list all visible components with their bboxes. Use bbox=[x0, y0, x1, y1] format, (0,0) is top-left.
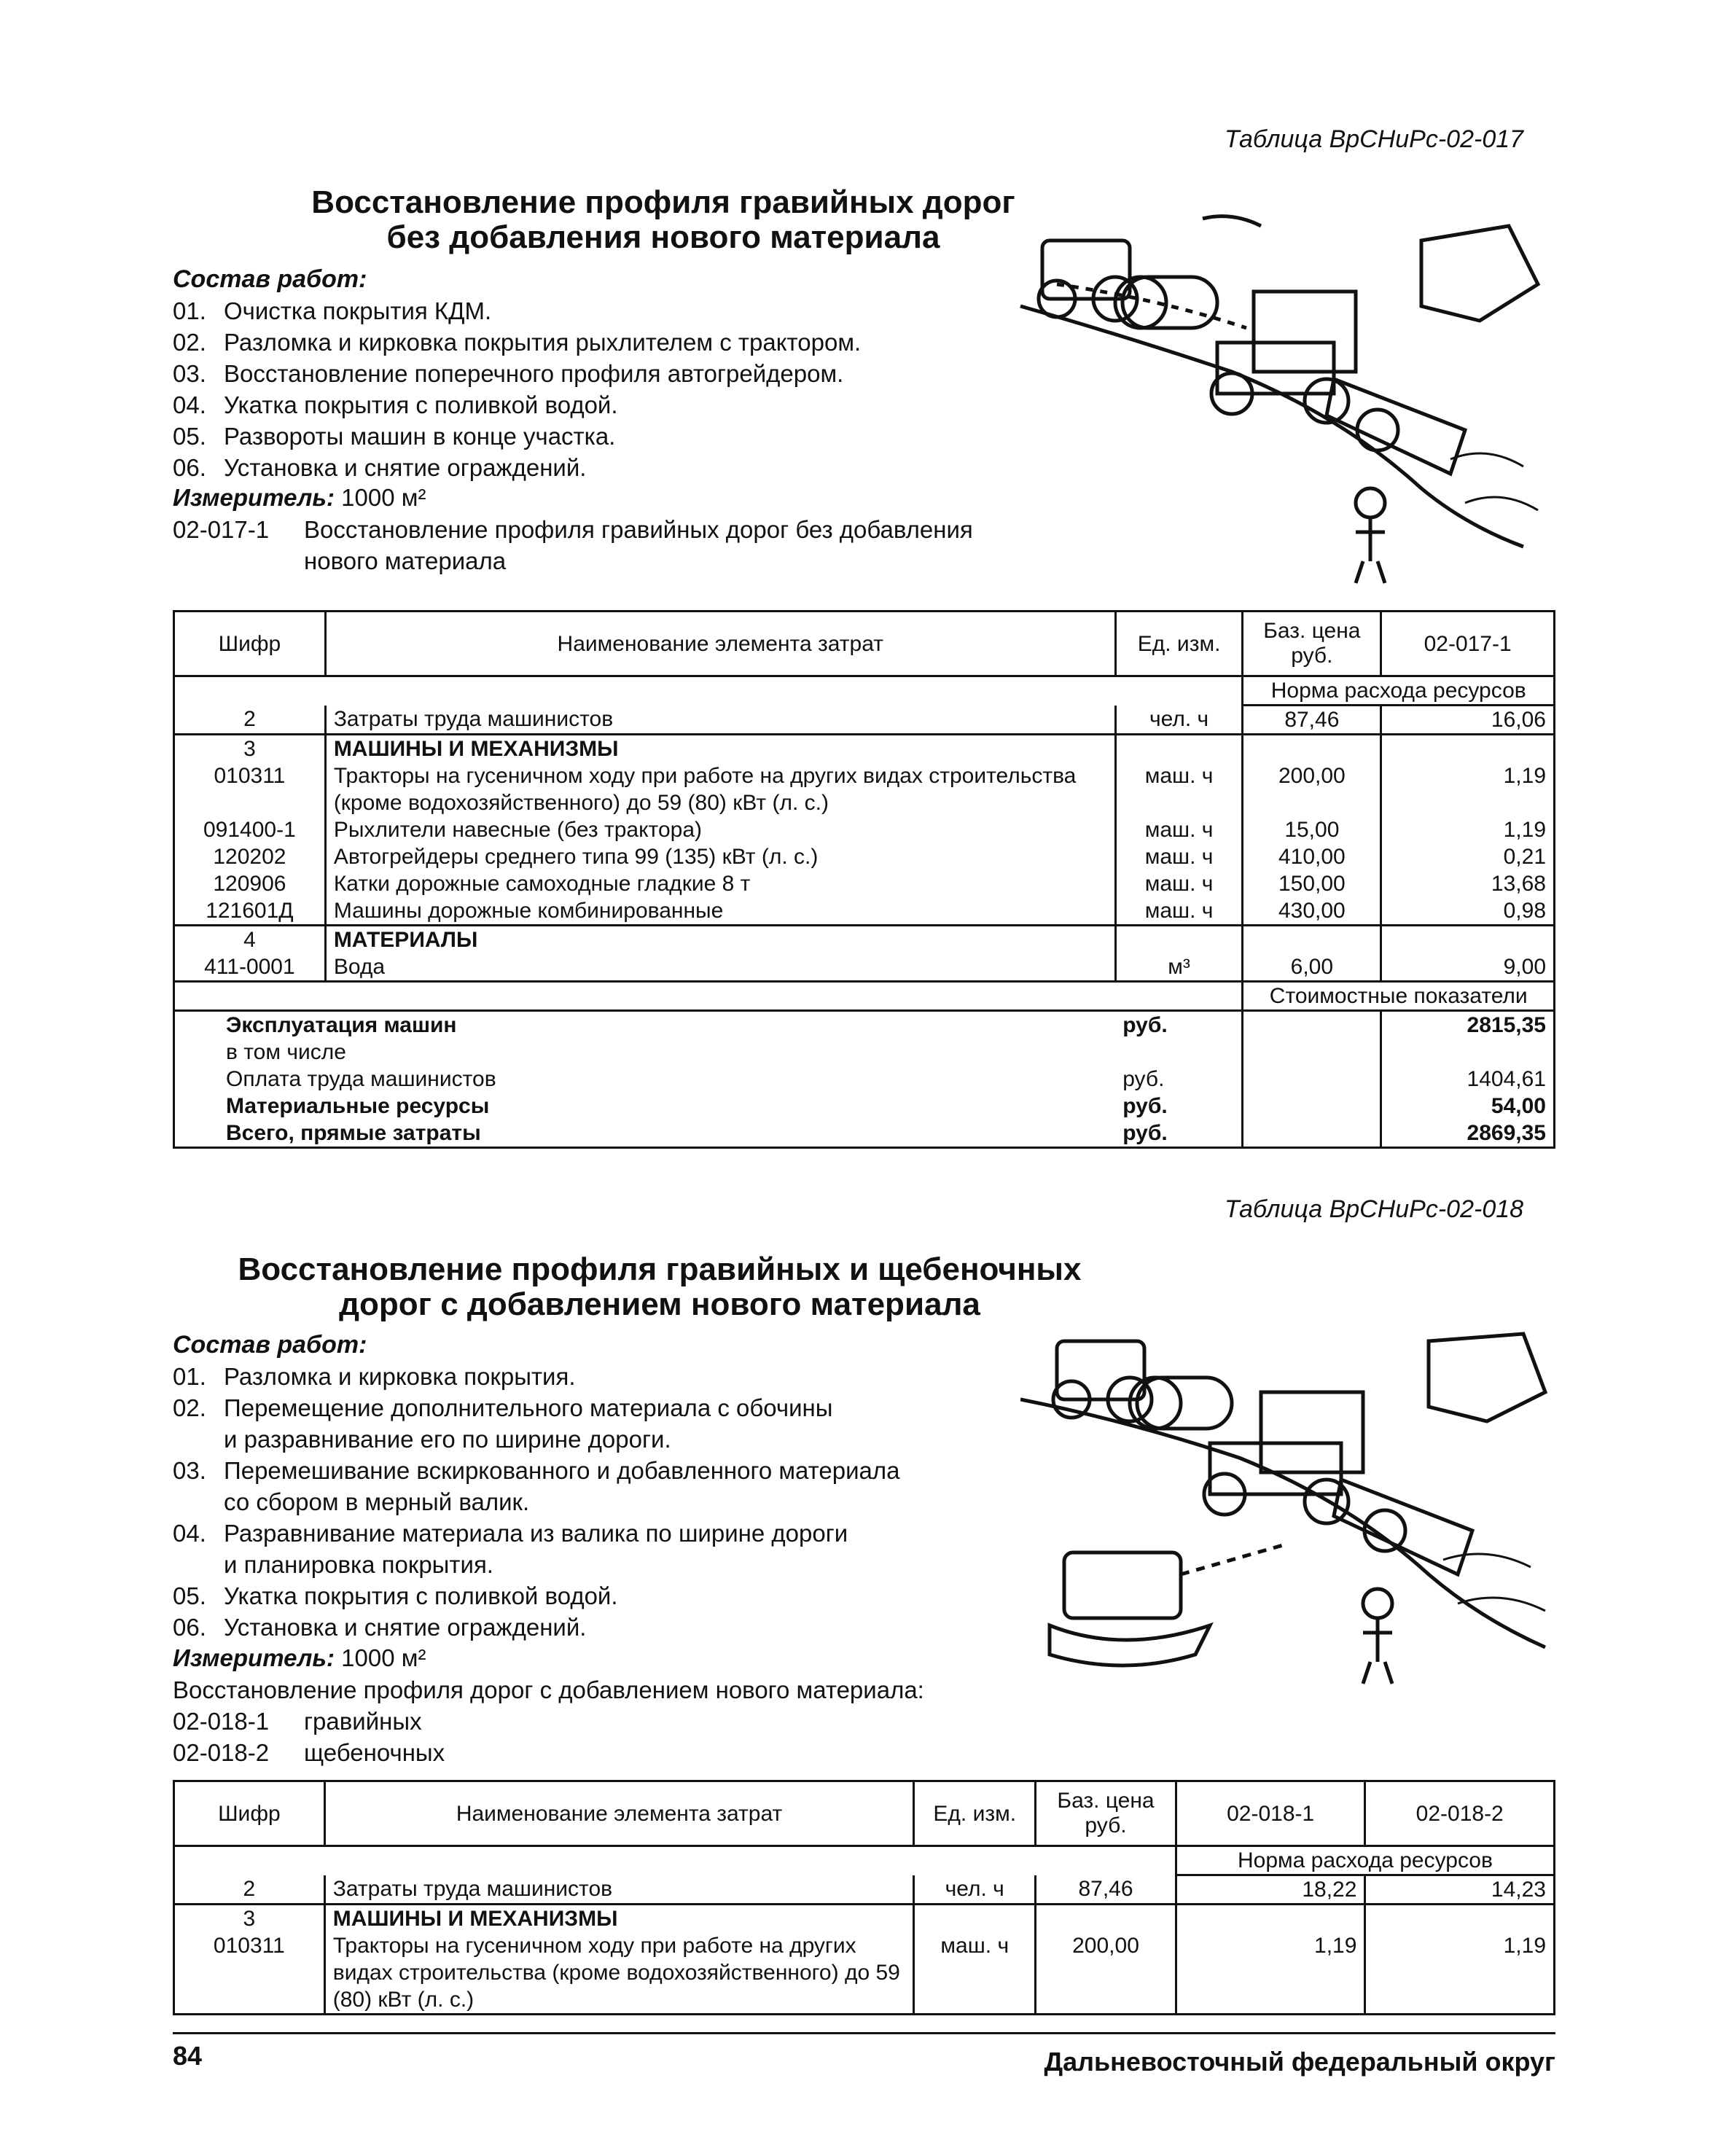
table-row: 120906 Катки дорожные самоходные гладкие 8 т маш. ч 150,00 13,68 bbox=[174, 870, 1555, 897]
norm-label: Норма расхода ресурсов bbox=[1176, 1846, 1554, 1875]
list-item-cont: и разравнивание его по ширине дороги. bbox=[224, 1426, 671, 1453]
list-item: 04. Разравнивание материала из валика по ширине дороги bbox=[173, 1520, 848, 1547]
col-header: Шифр bbox=[174, 1781, 325, 1846]
title-line: Восстановление профиля гравийных дорог bbox=[311, 184, 1015, 220]
resource-table-02-018 bbox=[173, 1780, 1555, 2015]
title-line: дорог с добавлением нового материала bbox=[339, 1286, 980, 1322]
road-machines-illustration bbox=[1020, 1312, 1574, 1720]
table-row: 010311 Тракторы на гусеничном ходу при работе на других видах строительства (кроме водохозяйственного) до 59 (80) кВт (л. с.) маш. ч 200,00 1,19 bbox=[174, 762, 1555, 816]
road-machines-illustration bbox=[1013, 197, 1567, 590]
footer-rule bbox=[173, 2032, 1555, 2034]
table-row: 4 МАТЕРИАЛЫ bbox=[174, 926, 1555, 954]
table-row: 091400-1 Рыхлители навесные (без трактора) маш. ч 15,00 1,19 bbox=[174, 816, 1555, 843]
title-line: без добавления нового материала bbox=[386, 219, 940, 255]
list-item: 04. Укатка покрытия с поливкой водой. bbox=[173, 391, 618, 418]
table-row: 010311 Тракторы на гусеничном ходу при работе на других видах строительства (кроме водохозяйственного) до 59 (80) кВт (л. с.) маш. ч 200,00 1,19 1,19 bbox=[174, 1932, 1555, 2015]
intro-line: Восстановление профиля дорог с добавлением нового материала: bbox=[173, 1676, 924, 1703]
col-header: Баз. цена руб. bbox=[1243, 612, 1381, 676]
col-header: Ед. изм. bbox=[914, 1781, 1036, 1846]
title-line: Восстановление профиля гравийных и щебеночных bbox=[238, 1251, 1082, 1287]
cost-row: в том числе bbox=[174, 1039, 1555, 1066]
item-line-cont: нового материала bbox=[304, 547, 507, 574]
list-item: 05. Укатка покрытия с поливкой водой. bbox=[173, 1582, 618, 1609]
col-header: Наименование элемента затрат bbox=[325, 612, 1115, 676]
list-item: 05. Развороты машин в конце участка. bbox=[173, 423, 616, 450]
measure-line: Измеритель: 1000 м² bbox=[173, 484, 426, 511]
list-item: 02. Перемещение дополнительного материала с обочины bbox=[173, 1394, 833, 1421]
cost-row: Материальные ресурсы руб. 54,00 bbox=[174, 1093, 1555, 1120]
item-line: 02-017-1 Восстановление профиля гравийных дорог без добавления bbox=[173, 516, 973, 543]
section-title bbox=[168, 1252, 1152, 1322]
list-item: 01. Разломка и кирковка покрытия. bbox=[173, 1363, 576, 1390]
col-header: 02-018-1 bbox=[1176, 1781, 1365, 1846]
cost-label: Стоимостные показатели bbox=[1243, 982, 1555, 1011]
col-header: 02-017-1 bbox=[1381, 612, 1555, 676]
table-label: Таблица ВрСНиРс-02-018 bbox=[1225, 1195, 1524, 1223]
col-header: 02-018-2 bbox=[1365, 1781, 1555, 1846]
cost-row: Всего, прямые затраты руб. 2869,35 bbox=[174, 1120, 1555, 1148]
page-number: 84 bbox=[173, 2041, 203, 2071]
resource-table-02-017 bbox=[173, 610, 1555, 1149]
cost-row: Эксплуатация машин руб. 2815,35 bbox=[174, 1011, 1555, 1039]
norm-label: Норма расхода ресурсов bbox=[1243, 676, 1555, 706]
table-row: 411-0001 Вода м³ 6,00 9,00 bbox=[174, 953, 1555, 982]
works-heading: Состав работ: bbox=[173, 1331, 367, 1359]
list-item: 02. Разломка и кирковка покрытия рыхлителем с трактором. bbox=[173, 329, 862, 356]
col-header: Баз. цена руб. bbox=[1036, 1781, 1176, 1846]
table-row: 2 Затраты труда машинистов чел. ч 87,46 16,06 bbox=[174, 706, 1555, 735]
works-list bbox=[173, 297, 861, 485]
list-item: 06. Установка и снятие ограждений. bbox=[173, 454, 587, 481]
table-row: 121601Д Машины дорожные комбинированные маш. ч 430,00 0,98 bbox=[174, 897, 1555, 926]
list-item: 03. Восстановление поперечного профиля автогрейдером. bbox=[173, 360, 844, 387]
footer-region: Дальневосточный федеральный округ bbox=[1044, 2047, 1555, 2077]
works-list bbox=[173, 1363, 900, 1645]
list-item-cont: и планировка покрытия. bbox=[224, 1551, 493, 1578]
section-title bbox=[219, 185, 1108, 255]
table-row: 2 Затраты труда машинистов чел. ч 87,46 18,22 14,23 bbox=[174, 1875, 1555, 1905]
table-row: 3 МАШИНЫ И МЕХАНИЗМЫ bbox=[174, 735, 1555, 763]
col-header: Шифр bbox=[174, 612, 326, 676]
list-item: 01. Очистка покрытия КДМ. bbox=[173, 297, 492, 324]
table-row: 120202 Автогрейдеры среднего типа 99 (135) кВт (л. с.) маш. ч 410,00 0,21 bbox=[174, 843, 1555, 870]
list-item: 03. Перемешивание вскиркованного и добавленного материала bbox=[173, 1457, 900, 1484]
item-line: 02-018-1 гравийных bbox=[173, 1708, 422, 1735]
item-line: 02-018-2 щебеночных bbox=[173, 1739, 445, 1766]
list-item: 06. Установка и снятие ограждений. bbox=[173, 1614, 587, 1641]
col-header: Наименование элемента затрат bbox=[324, 1781, 914, 1846]
works-heading: Состав работ: bbox=[173, 265, 367, 293]
col-header: Ед. изм. bbox=[1115, 612, 1243, 676]
measure-line: Измеритель: 1000 м² bbox=[173, 1644, 426, 1671]
table-label: Таблица ВрСНиРс-02-017 bbox=[1225, 125, 1524, 153]
table-row: 3 МАШИНЫ И МЕХАНИЗМЫ bbox=[174, 1905, 1555, 1933]
cost-row: Оплата труда машинистов руб. 1404,61 bbox=[174, 1066, 1555, 1093]
list-item-cont: со сбором в мерный валик. bbox=[224, 1488, 530, 1515]
